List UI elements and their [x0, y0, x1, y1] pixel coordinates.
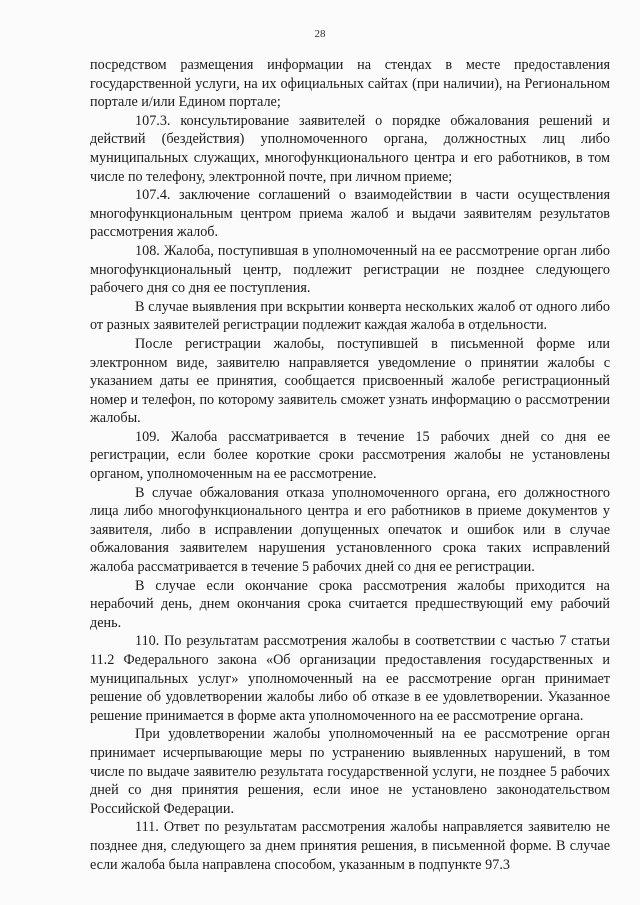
paragraph-satisfaction-measures: При удовлетворении жалобы уполномоченный на ее рассмотрение орган принимает исчерпывающие меры по устранению выявленных нарушений, в том числе по выдаче заявителю результата государственной услуги, не позднее 5 рабочих дней со дня принятия решения, если иное не установлено законодательством Российской Федерации. [90, 726, 610, 817]
paragraph-portal-info: посредством размещения информации на стендах в месте предоставления государственной услуги, на их официальных сайтах (при наличии), на Региональном портале и/или Едином портале; [90, 57, 610, 111]
paragraph-107-4: 107.4. заключение соглашений о взаимодействии в части осуществления многофункциональным центром приема жалоб и выдачи заявителям результатов рассмотрения жалоб. [90, 187, 610, 241]
paragraph-refusal-appeal: В случае обжалования отказа уполномоченного органа, его должностного лица либо многофункционального центра и его работников в приеме документов у заявителя, либо в исправлении допущенных опечаток и ошибок или в случае обжалования заявителем нарушения установленного срока таких исправлений жалоба рассматривается в течение 5 рабочих дней со дня ее регистрации. [90, 484, 610, 576]
page-number: 28 [314, 28, 326, 40]
paragraph-registration-notice: После регистрации жалобы, поступившей в письменной форме или электронном виде, заявителю направляется уведомление о принятии жалобы с указанием даты ее принятия, сообщается присвоенный жалобе регистрационный номер и телефон, по которому заявитель сможет узнать информацию о рассмотрении жалобы. [90, 335, 610, 427]
paragraph-110: 110. По результатам рассмотрения жалобы в соответствии с частью 7 статьи 11.2 Федерального закона «Об организации предоставления государственных и муниципальных услуг» уполномоченный на ее рассмотрение орган принимает решение об удовлетворении жалобы либо об отказе в ее удовлетворении. Указанное решение принимается в форме акта уполномоченного на ее рассмотрение органа. [90, 633, 610, 724]
paragraph-108: 108. Жалоба, поступившая в уполномоченный на ее рассмотрение орган либо многофункциональный центр, подлежит регистрации не позднее следующего рабочего дня со дня ее поступления. [90, 242, 610, 297]
paragraph-109: 109. Жалоба рассматривается в течение 15 рабочих дней со дня ее регистрации, если более короткие сроки рассмотрения жалобы не установлены органом, уполномоченным на ее рассмотрение. [90, 428, 610, 483]
paragraph-111: 111. Ответ по результатам рассмотрения жалобы направляется заявителю не позднее дня, следующего за днем принятия решения, в письменной форме. В случае если жалоба была направлена способом, указанным в подпункте 97.3 [90, 819, 610, 873]
document-body [90, 56, 610, 874]
paragraph-107-3: 107.3. консультирование заявителей о порядке обжалования решений и действий (бездействия) уполномоченного органа, должностных лиц либо муниципальных служащих, многофункционального центра и его работников, в том числе по телефону, электронной почте, при личном приеме; [90, 112, 610, 185]
paragraph-multiple-complaints: В случае выявления при вскрытии конверта нескольких жалоб от одного либо от разных заявителей регистрации подлежит каждая жалоба в отдельности. [90, 298, 610, 334]
paragraph-non-working-day: В случае если окончание срока рассмотрения жалобы приходится на нерабочий день, днем окончания срока считается предшествующий ему рабочий день. [90, 577, 610, 631]
